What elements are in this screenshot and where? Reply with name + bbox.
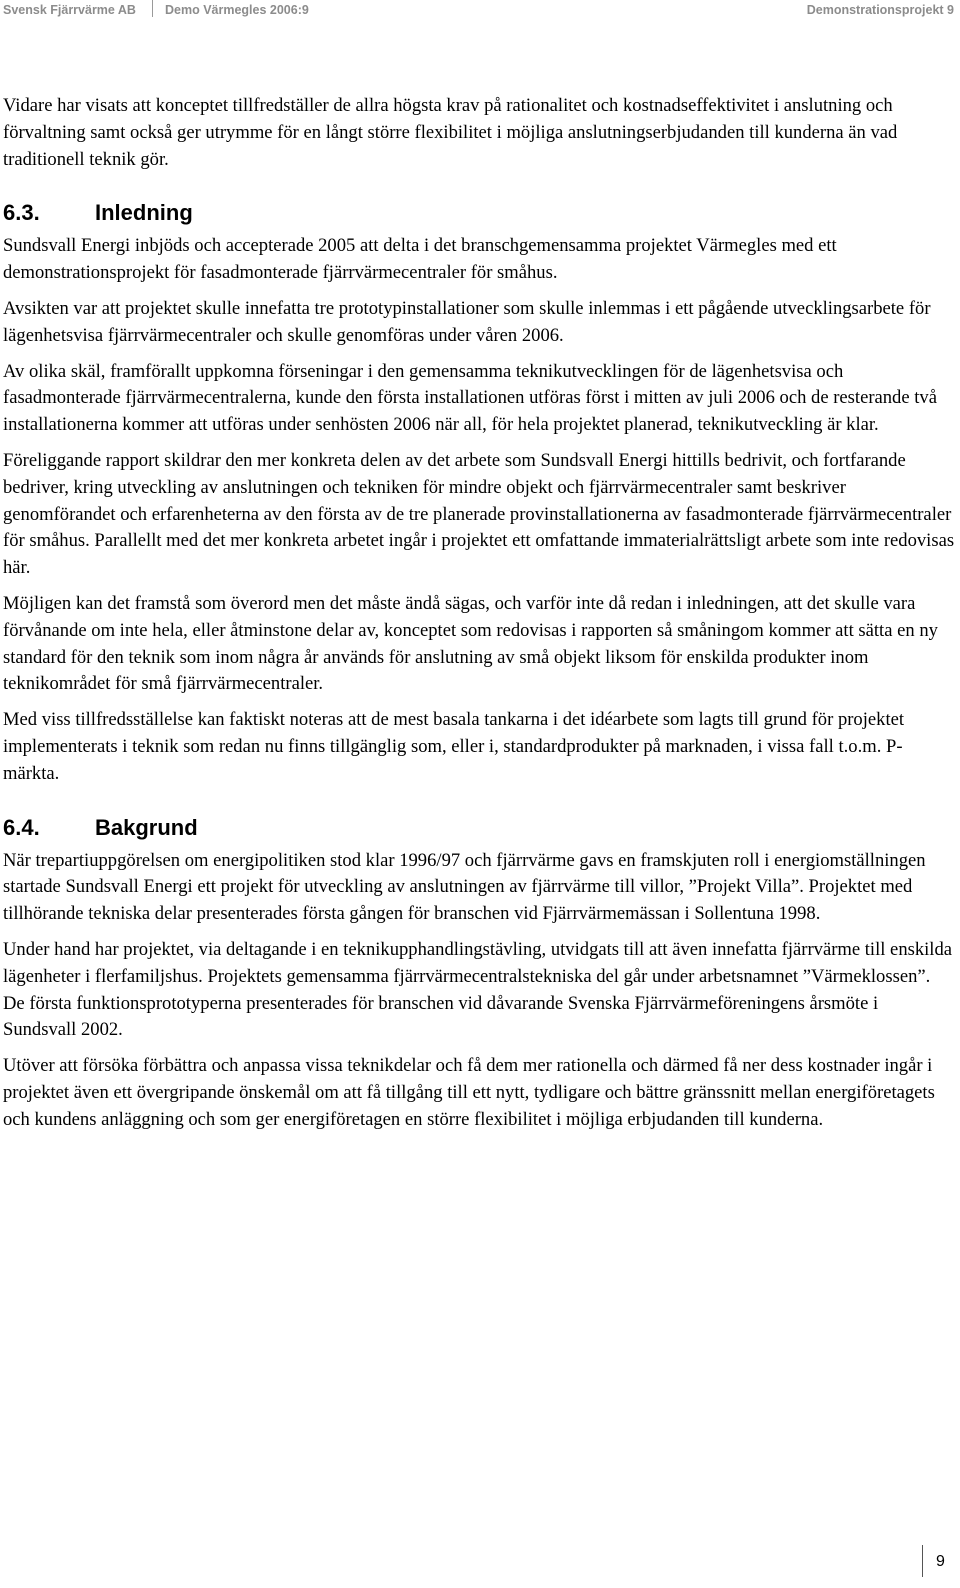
header-project-name: Demonstrationsprojekt 9 [806,3,954,17]
section-title: Inledning [95,200,193,226]
paragraph: Med viss tillfredsställelse kan faktiskt noteras att de mest basala tankarna i det idéarbete som lagts till grund för projektet implementerats i teknik som redan nu finns tillgänglig som, eller i, standardprodukter på marknaden, i vissa fall t.o.m. P-märkta. [3,709,905,784]
paragraph: Sundsvall Energi inbjöds och accepterade 2005 att delta i det branschgemensamma projektet Värmegles med ett demonstrationsprojekt för fasadmonterade fjärrvärmecentraler för småhus. [3,235,837,284]
page-number: 9 [936,1553,945,1570]
document-body [3,93,955,1143]
footer-divider [922,1545,923,1577]
paragraph: Utöver att försöka förbättra och anpassa vissa teknikdelar och få dem mer rationella och därmed få ner dess kostnader ingår i projektet även ett övergripande önskemål om att få tillgång till ett nytt, tydligare och bättre gränssnitt mellan energiföretagets och kundens anläggning och som ger energiföretagen en större flexibilitet i möjliga erbjudanden till kunderna. [3,1055,935,1130]
paragraph: Av olika skäl, framförallt uppkomna förseningar i den gemensamma teknikutvecklingen för de lägenhetsvisa och fasadmonterade fjärrvärmecentralerna, kunde den första installationen utföras först i mitten av juli 2006 och de resterande två installationerna kommer att utföras under senhösten 2006 när all, för hela projektet planerad, teknikutveckling är klar. [3,360,937,436]
intro-paragraph: Vidare har visats att konceptet tillfredställer de allra högsta krav på rationalitet och kostnadseffektivitet i anslutning och förvaltning samt också ger utrymme för en långt större flexibilitet i möjliga anslutningserbjudanden till kunderna än vad traditionell teknik gör. [3,95,898,170]
paragraph: När trepartiuppgörelsen om energipolitiken stod klar 1996/97 och fjärrvärme gavs en framskjuten roll i energiomställningen startade Sundsvall Energi ett projekt för utveckling av anslutningen av fjärrvärme till villor, ”Projekt Villa”. Projektet med tillhörande tekniska delar presenterades första gången för branschen vid Fjärrvärmemässan i Sollentuna 1998. [3,849,926,925]
header-organization: Svensk Fjärrvärme AB [3,3,136,17]
section-number: 6.4. [3,814,40,840]
section-heading-bakgrund [3,814,955,842]
section-heading-inledning [3,199,955,227]
header-divider [152,0,153,17]
paragraph: Möjligen kan det framstå som överord men det måste ändå sägas, och varför inte då redan i inledningen, att det skulle vara förvånande om inte hela, eller åtminstone delar av, konceptet som redovisas i rapporten så småningom kommer att sätta en ny standard för den teknik som inom några år används för anslutning av små objekt liksom för enskilda produkter inom teknikområdet för små fjärrvärmecentraler. [3,592,938,695]
paragraph: Avsikten var att projektet skulle innefatta tre prototypinstallationer som skulle inlemmas i ett pågående utvecklingsarbete för lägenhetsvisa fjärrvärmecentraler och skulle genomföras under våren 2006. [3,297,931,346]
section-title: Bakgrund [95,814,198,840]
paragraph: Under hand har projektet, via deltagande i en teknikupphandlingstävling, utvidgats till att även innefatta fjärrvärme till enskilda lägenheter i flerfamiljshus. Projektets gemensamma fjärrvärmecentralstekniska del går under arbetsnamnet ”Värmeklossen”. De första funktionsprototyperna presenterades för branschen vid dåvarande Svenska Fjärrvärmeföreningens årsmöte i Sundsvall 2002. [3,938,953,1041]
paragraph: Föreliggande rapport skildrar den mer konkreta delen av det arbete som Sundsvall Energi hittills bedrivit, och fortfarande bedriver, kring utveckling av anslutningen och tekniken för mindre objekt och fjärrvärmecentraler samt beskriver genomförandet och erfarenheterna av den första av de tre planerade provinstallationerna av fasadmonterade fjärrvärmecentraler för småhus. Parallellt med det mer konkreta arbetet ingår i projektet ett omfattande immaterialrättsligt arbete som inte redovisas här. [3,449,955,579]
page-header [3,0,954,22]
section-number: 6.3. [3,200,40,226]
header-document-title: Demo Värmegles 2006:9 [165,3,309,17]
